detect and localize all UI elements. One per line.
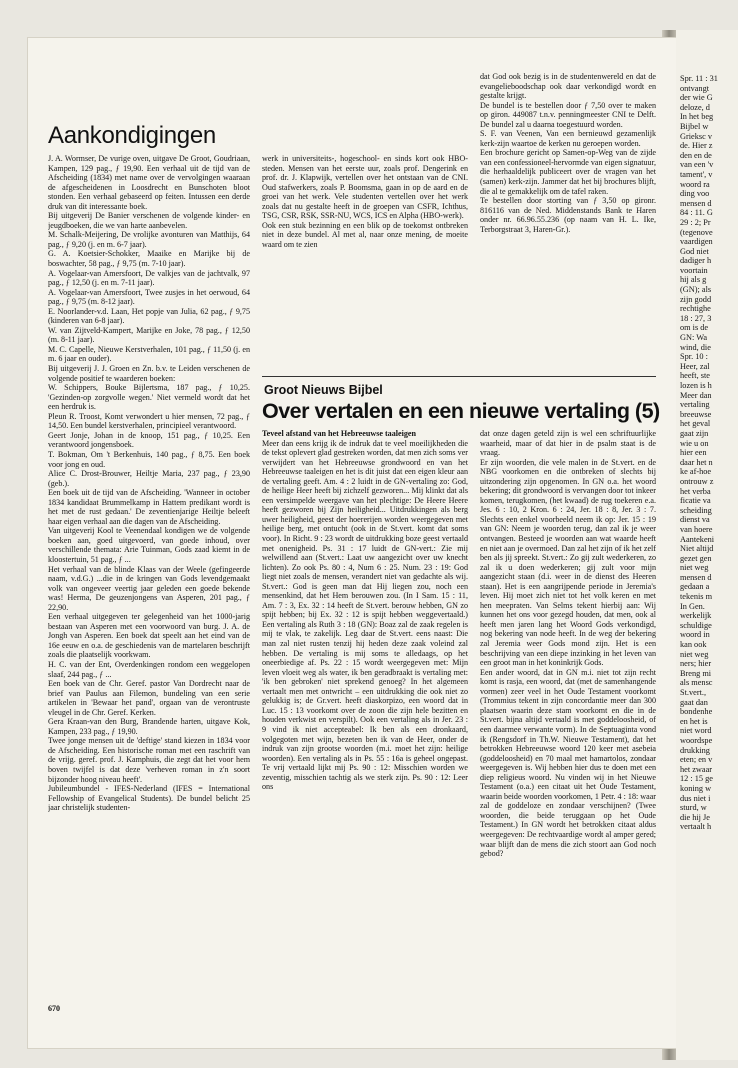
announcement-entry: Een brochure gericht op Samen-op-Weg van de zijde van een confessioneel-hervormde van eigen signatuur, die herhaaldelijk publiceert over de vragen van het (samen) kerk-zijn. Jammer dat het bij brochures blijft, die al te gemakkelijk om de tafel raken. [480, 148, 656, 196]
next-page-line: ke af-hoe [680, 467, 712, 477]
next-page-line: dadiger h [680, 256, 712, 266]
announcement-entry: Jubileumbundel - IFES-Nederland (IFES = International Fellowship of Evangelical Students). De bundel belicht 25 jaar christelijk studenten- [48, 784, 250, 813]
next-page-line: Grieksc v [680, 131, 713, 141]
announcements-column-2 [262, 154, 468, 249]
next-page-line: vaardigen [680, 237, 713, 247]
announcement-entry: A. Vogelaar-van Amersfoort, Twee zusjes in het oerwoud, 64 pag., ƒ 9,75 (m. 8-12 jaar). [48, 287, 250, 307]
page-number: 670 [48, 1004, 60, 1013]
next-page-line: dus niet i [680, 793, 711, 803]
article-kicker: Groot Nieuws Bijbel [264, 383, 383, 397]
next-page-line: tament', v [680, 169, 713, 179]
next-page-line: Aantekeni [680, 534, 715, 544]
next-page-line: eten; en v [680, 755, 713, 765]
next-page-line: kan ook [680, 640, 707, 650]
next-page-line: Bijbel w [680, 121, 709, 131]
next-page-line: den en de [680, 150, 712, 160]
article-title: Over vertalen en een nieuwe vertaling (5) [262, 399, 660, 423]
next-page-line: hij als g [680, 275, 707, 285]
next-page-line: wie u on [680, 438, 709, 448]
next-page-line: en het is [680, 716, 708, 726]
next-page-line: (tegenove [680, 227, 713, 237]
next-page-line: drukking [680, 745, 710, 755]
next-page-line: sturd, w [680, 803, 707, 813]
next-page-line: In Gen. [680, 601, 705, 611]
next-page-line: mensen d [680, 198, 712, 208]
next-page-line: Heer, zal [680, 361, 710, 371]
next-page-line: dienst va [680, 515, 710, 525]
next-page-line: 18 : 27, 3 [680, 313, 712, 323]
announcement-entry: werk in universiteits-, hogeschool- en sinds kort ook HBO-steden. Mensen van het eerste uur, zoals prof. Dengerink en prof. dr. J. Klapwijk, vertellen over het ontstaan van de CNI. Oud stafwerkers, zoals P. Boomsma, gaan in op de aard en de groei van het werk. Vele studenten vertellen over het werk zoals dat nu gestalte heeft in de groepen van CSFR, Ichthus, TSG, CSR, RSK, SSR-NU, WCS, ICS en Alpha (HBO-werk). [262, 154, 468, 221]
next-page-line: lozen is h [680, 381, 712, 390]
next-page-line: de. Hier z [680, 141, 713, 151]
next-page-line: om is de [680, 323, 709, 333]
next-page-line: breeuwse [680, 409, 712, 419]
next-page-line: Spr. 10 : [680, 352, 708, 362]
next-page-line: het verba [680, 486, 711, 496]
next-page-line: vertaalt h [680, 822, 712, 832]
announcement-entry: S. F. van Veenen, Van een bernieuwd gezamenlijk kerk-zijn waartoe de kerken nu geroepen worden. [480, 129, 656, 148]
next-page-line: (GN); als [680, 285, 712, 295]
next-page-line: 12 : 15 ge [680, 774, 713, 784]
next-page-line: niet word [680, 726, 712, 736]
announcement-entry: Te bestellen door storting van ƒ 3,50 op gironr. 816116 van de Ned. Middenstands Bank te Haren onder nr. 66.96.55.236 (op naam van H. L. Ike, Terborgstraat 3, Haren-Gr.). [480, 196, 656, 234]
announcement-entry: Bij uitgeverij J. J. Groen en Zn. b.v. te Leiden verschenen de volgende positief te waarderen boeken: [48, 364, 250, 383]
section-divider [262, 376, 656, 377]
next-page-line: koning w [680, 783, 712, 793]
next-page-line: wind, die [680, 342, 711, 352]
next-page-line: woordspe [680, 735, 713, 745]
article-column-2 [480, 429, 656, 859]
announcement-entry: G. A. Koetsier-Schokker, Maaike en Marijke bij de boswachter, 58 pag., ƒ 9,75 (m. 7-10 jaar). [48, 249, 250, 269]
next-page-line: God niet [680, 246, 709, 256]
next-page-line: voortain [680, 265, 708, 275]
next-page-line: rechtighe [680, 304, 711, 314]
next-page-line: ding voo [680, 189, 710, 199]
announcements-heading: Aankondigingen [48, 122, 216, 149]
announcement-entry: Alice C. Drost-Brouwer, Heiltje Maria, 237 pag., ƒ 23,90 (geb.). [48, 469, 250, 488]
next-page-line: ontrouw z [680, 476, 714, 486]
next-page-line: zijn godd [680, 294, 712, 304]
next-page-line: niet weg [680, 563, 709, 573]
announcement-entry: Gera Kraan-van den Burg, Brandende harten, uitgave Kok, Kampen, 233 pag., ƒ 19,90. [48, 717, 250, 736]
article-paragraph: Er zijn woorden, die vele malen in de St.vert. en de NBG voorkomen en die ontbreken of slechts bij uitzondering zijn opgenomen. In GN o.a. het woord bekering; dit grondwoord is vervangen door tot inkeer komen, terugkomen, (het kwaad) de rug toekeren e.a. Jes. 6 : 10, 2 Kron. 6 : 24, Jer. 18 : 8, Jer. 3 : 7. Slechts een enkel voorbeeld neem ik op: Jer. 15 : 19 van GN: Neem je woorden terug, dan zal ik je weer ontvangen. Besteed je woorden aan wat waarde heeft en niet aan je overmoed. Dan zal het zijn of ik het zelf ben als jij spreekt. St.vert.: Zo gij zult wederkeren, zo zal ik u doen wederkeren; gij zult voor mijn aangezicht staan (d.i. weer in de dienst des Heeren staan). Het is een aangrijpende periode in Jeremia's leven. Hij moet zich niet tot het volk keren en met hen meepraten. Van Selms tekent hierbij aan: Wij kunnen het ons voor gezegd houden, dat men, ook al heeft men jaren lang het Woord Gods verkondigd, nog bekering van node heeft. In de weg der bekering zal Jeremia weer Gods mond zijn. Het is een beschrijving van een diepe inzinking in het leven van een groot man in het koninkrijk Gods. [480, 457, 656, 668]
announcement-entry: E. Noorlander-v.d. Laan, Het popje van Julia, 62 pag., ƒ 9,75 (kinderen van 6-8 jaar). [48, 306, 250, 326]
next-page-line: het zwaar [680, 764, 713, 774]
next-page-line: hier een [680, 448, 707, 458]
next-page-line: daar het n [680, 457, 713, 467]
announcement-entry: W. Schippers, Bouke Bijlertsma, 187 pag., ƒ 10,25. 'Gezinden-op zorgvolle wegen.' Niet vermeld wordt dat het een herdruk is. [48, 383, 250, 412]
next-page-line: van een 'v [680, 160, 714, 170]
article-paragraph: Een ander woord, dat in GN m.i. niet tot zijn recht komt is rasja, een woord, dat (met de samenhangende vormen) zeer veel in het Oude Testament voorkomt (Trommius tekent in zijn concordantie meer dan 300 plaatsen waarin deze stam voorkomt en die in de St.vert. bijna altijd vertaald is met goddeloosheid, of een daarmee verwante vorm). In de Septuaginta vond ik (Rengsdorf in Th.W. Nieuwe Testament), dat het betrokken Hebreeuwse woord 120 keer met asebeia (goddeloosheid) en 70 maal met hamartolos, zondaar weergegeven is. Wij hebben hier dus te doen met een diep religieus woord. Nu vinden wij in het Nieuwe Testament (o.a.) een citaat uit het Oude Testament, waarin beide woorden voorkomen, 1 Petr. 4 : 18: waar zal de goddeloze en zondaar verschijnen? (Twee woorden, die beide teruggaan op het Oude Testament.) In GN wordt het betrokken citaat aldus weergegeven: De rechtvaardige wordt al amper gered; waar blijft dan de mens die zich stoort aan God noch gebod? [480, 667, 656, 859]
next-page-line: het geval [680, 419, 711, 429]
next-page-edge [676, 30, 738, 1060]
next-page-line: mensen d [680, 572, 712, 582]
announcement-entry: Een boek van de Chr. Geref. pastor Van Dordrecht naar de brief van Paulus aan Filemon, bundeling van een serie artikelen in 'Bewaar het pand', orgaan van de verontruste vleugel in de Chr. Geref. Kerken. [48, 679, 250, 717]
announcements-column-1 [48, 154, 250, 813]
next-page-line: woord ra [680, 179, 710, 189]
next-page-line: gaat dan [680, 697, 708, 707]
next-page-line: gezet gen [680, 553, 712, 563]
announcements-column-3 [480, 72, 656, 234]
next-page-line: scheiding [680, 505, 712, 515]
next-page-line: die hij Je [680, 812, 710, 822]
announcement-entry: Geert Jonje, Johan in de knoop, 151 pag., ƒ 10,25. Een verantwoord jongensboek. [48, 430, 250, 450]
next-page-line: tekenis m [680, 592, 713, 602]
next-page-line: gaat zijn [680, 428, 709, 438]
announcement-entry: De bundel is te bestellen door ƒ 7,50 over te maken op giron. 449087 t.n.v. penningmeester CNI te Delft. De bundel zal u daarna toegestuurd worden. [480, 100, 656, 129]
announcement-entry: Een boek uit de tijd van de Afscheiding. 'Wanneer in october 1834 kandidaat Brummelkamp in Hattem predikant wordt is het met de rust gedaan.' De zeventienjarige Heiltje beleeft haar eigen verhaal aan die dagen van de Afscheiding. [48, 488, 250, 526]
next-page-line: bondenhe [680, 707, 713, 717]
article-column-1 [262, 429, 468, 792]
next-page-line: Breng mi [680, 668, 712, 678]
next-page-line: heeft, ste [680, 371, 710, 381]
next-page-line: vertaling [680, 400, 710, 410]
announcement-entry: M. Schalk-Meijering, De vrolijke avonturen van Matthijs, 64 pag., ƒ 9,20 (j. en m. 6-7 jaar). [48, 230, 250, 249]
next-page-line: als mensc [680, 678, 713, 688]
next-page-line: 84 : 11. G [680, 208, 713, 218]
next-page-line: van hoere [680, 524, 713, 534]
next-page-line: Meer dan [680, 390, 712, 400]
announcement-entry: A. Vogelaar-van Amersfoort, De valkjes van de jachtvalk, 97 pag., ƒ 12,50 (j. en m. 7-11 jaar). [48, 268, 250, 288]
article-paragraph: Meer dan eens krijg ik de indruk dat te veel moeilijkheden die de tekst oplevert glad gestreken worden, dat men zich soms ver verwijdert van het Hebreeuwse grondwoord en van het Hebreeuwse taaleigen en het is dit juist dat een eigen kleur aan de vertaling geeft. Am. 4 : 2 luidt in de GN-vertaling zo: God, de heilige Heer heeft bij zichzelf gezworen... Mij klinkt dat als een versimpelde weergave van het plechtige: De Heere Heere heeft gezworen bij Zijn heiligheid... Uitdrukkingen als berg uwer heiligheid, geest der hoererijen worden weergegeven met heilige berg, met ontucht (ook in de St.vert. komt dat soms voor). In Richt. 9 : 23 wordt de uitdrukking boze geest vertaald met onenigheid. Ps. 31 : 17 luidt de GN-vert.: Zie mij welwillend aan (St.vert.: Laat uw aangezicht over uw knecht lichten). Zo ook Ps. 80 : 4, Num 6 : 25. Num. 23 : 19: God liegt niet zoals de mensen, verandert niet van gedachte als wij. St.vert.: God is geen man dat Hij liegen zou, noch een mensenkind, dat het Hem berouwen zou. (In I Sam. 15 : 11, Am. 7 : 3, Ex. 32 : 14 heeft de St.vert. berouw hebben, GN zo spijt hebben; bij Ex. 32 : 12 is spijt hebben weggevertaald.) Een vertaling als Ruth 3 : 18 (GN): Boaz zal de zaak regelen is mij te vlak, te zakelijk. Leg daar de St.vert. eens naast: Die man zal niet rusten tenzij hij heden deze zaak voleind zal hebben. De vertaling is mij soms te alledaags, op het oneerbiedige af. Ps. 22 : 15 wordt weergegeven met: Mijn leven vloeit weg als water, ik ben geradbraakt is vertaling met: 'ik ben gebroken' niet sprekend genoeg? In het algemeen vertaalt men met ontwricht – een uitdrukking die ook niet zo gelukkig is; de Gr.vert. heeft diaskorpizo, een woord dat in Luc. 15 : 13 voorkomt over de zoon die zijn hele bezitten en houden verkwist en verspilt). Ook een vertaling als in Jer. 23 : 9 vind ik niet accepteabel: Ik ben als een dronkaard, volgegoten met wijn, bezeten ben ik van de Heer, onder de indruk van zijn grootse woorden (m.i. moet het zijn: heilige woorden). Een vertaling als in Ps. 55 : 16a is geheel ongepast. Te vrij vertaald lijkt mij Ps. 90 : 12: Misschien worden we zeventig, misschien tachtig als we sterk zijn. Ps. 90 : 12: Leer ons [262, 438, 468, 792]
next-page-line: GN: Wa [680, 333, 708, 343]
next-page-line: werkelijk [680, 611, 712, 621]
announcement-entry: Een verhaal uitgegeven ter gelegenheid van het 1000-jarig bestaan van Asperen met een voorwoord van burg. J. A. de Jongh van Asperen. Een boek dat speelt aan het eind van de 16e eeuw en o.a. de geschiedenis van de martelaren beschrijft zoals die plaatselijk voorkwam. [48, 612, 250, 660]
announcement-entry: J. A. Wormser, De vurige oven, uitgave De Groot, Goudriaan, Kampen, 129 pag., ƒ 19,90. Een verhaal uit de tijd van de Afscheiding (1834) met name over de vervolgingen waaraan de afgescheidenen in Loosdrecht en Bunschoten bloot stonden. Een verhaal gebaseerd op feiten. Intussen een derde druk van dit interessante boek. [48, 154, 250, 211]
announcement-entry: W. van Zijtveld-Kampert, Marijke en Joke, 78 pag., ƒ 12,50 (m. 8-11 jaar). [48, 325, 250, 345]
announcement-entry: dat God ook bezig is in de studentenwereld en dat de evangelieboodschap ook daar verkondigd wordt en gestalte krijgt. [480, 72, 656, 101]
article-paragraph: dat onze dagen geteld zijn is wel een schriftuurlijke waarheid, maar of dat hier in de psalm staat is de vraag. [480, 429, 656, 458]
next-page-line: woord in [680, 630, 710, 640]
announcement-entry: Het verhaal van de blinde Klaas van der Weele (gefingeerde naam, v.d.G.) ...die in de kringen van Gods levendgemaakt volk van ongeveer veertig jaar geleden een goede bekende was! Herma, De geuzenjongens van Asperen, 201 pag., ƒ 22,90. [48, 564, 250, 612]
announcement-entry: Pleun R. Troost, Komt verwondert u hier mensen, 72 pag., ƒ 14,50. Een bundel kerstverhalen, principieel verantwoord. [48, 411, 250, 431]
announcement-entry: T. Bokman, Om 't Berkenhuis, 140 pag., ƒ 8,75. Een boek voor jong en oud. [48, 449, 250, 469]
announcement-entry: Twee jonge mensen uit de 'deftige' stand kiezen in 1834 voor de Afscheiding. Een historische roman met een raschrift van de vrijg. geref. prof. J. Kamphuis, die zegt dat het voor hem boven twijfel is dat deze 'verheven roman in z'n soort bijzonder hoog niveau heeft'. [48, 736, 250, 784]
next-page-line: der wie G [680, 93, 713, 103]
next-page-line: ners; hier [680, 659, 712, 669]
next-page-line: gedaan a [680, 582, 710, 592]
announcement-entry: Bij uitgeverij De Banier verschenen de volgende kinder- en jeugdboeken, die we van harte aanbevelen. [48, 211, 250, 230]
next-page-line: deloze, d [680, 102, 710, 112]
next-page-line: St.vert., [680, 688, 707, 697]
article-paragraph: Teveel afstand van het Hebreeuwse taaleigen [262, 429, 416, 438]
announcement-entry: M. C. Capelle, Nieuwe Kerstverhalen, 101 pag., ƒ 11,50 (j. en m. 6 jaar en ouder). [48, 344, 250, 364]
next-page-line: niet weg [680, 649, 709, 659]
next-page-line: schuldige [680, 620, 712, 630]
next-page-line: Niet altijd [680, 544, 714, 554]
next-page-line: Spr. 11 : 31 [680, 74, 718, 83]
next-page-line: ficatie va [680, 496, 711, 506]
next-page-line: 29 : 2; Pr [680, 217, 711, 227]
next-page-line: ontvangt [680, 83, 710, 93]
announcement-entry: Van uitgeverij Kool te Veenendaal kondigen we de volgende boeken aan, goed uitgevoerd, van goede inhoud, over verschillende themata: Arie Tuinman, Gods zaad kiemt in de kloostertuin, 51 pag., ƒ ... [48, 526, 250, 564]
announcement-entry: Ook een stuk bezinning en een blik op de toekomst ontbreken niet in deze bundel. Al met al, naar onze mening, de moeite waard om te zien [262, 220, 468, 249]
next-page-line: In het beg [680, 112, 714, 122]
next-page-text [676, 30, 738, 832]
announcement-entry: H. C. van der Ent, Overdenkingen rondom een weggelopen slaaf, 244 pag., ƒ ... [48, 659, 250, 679]
